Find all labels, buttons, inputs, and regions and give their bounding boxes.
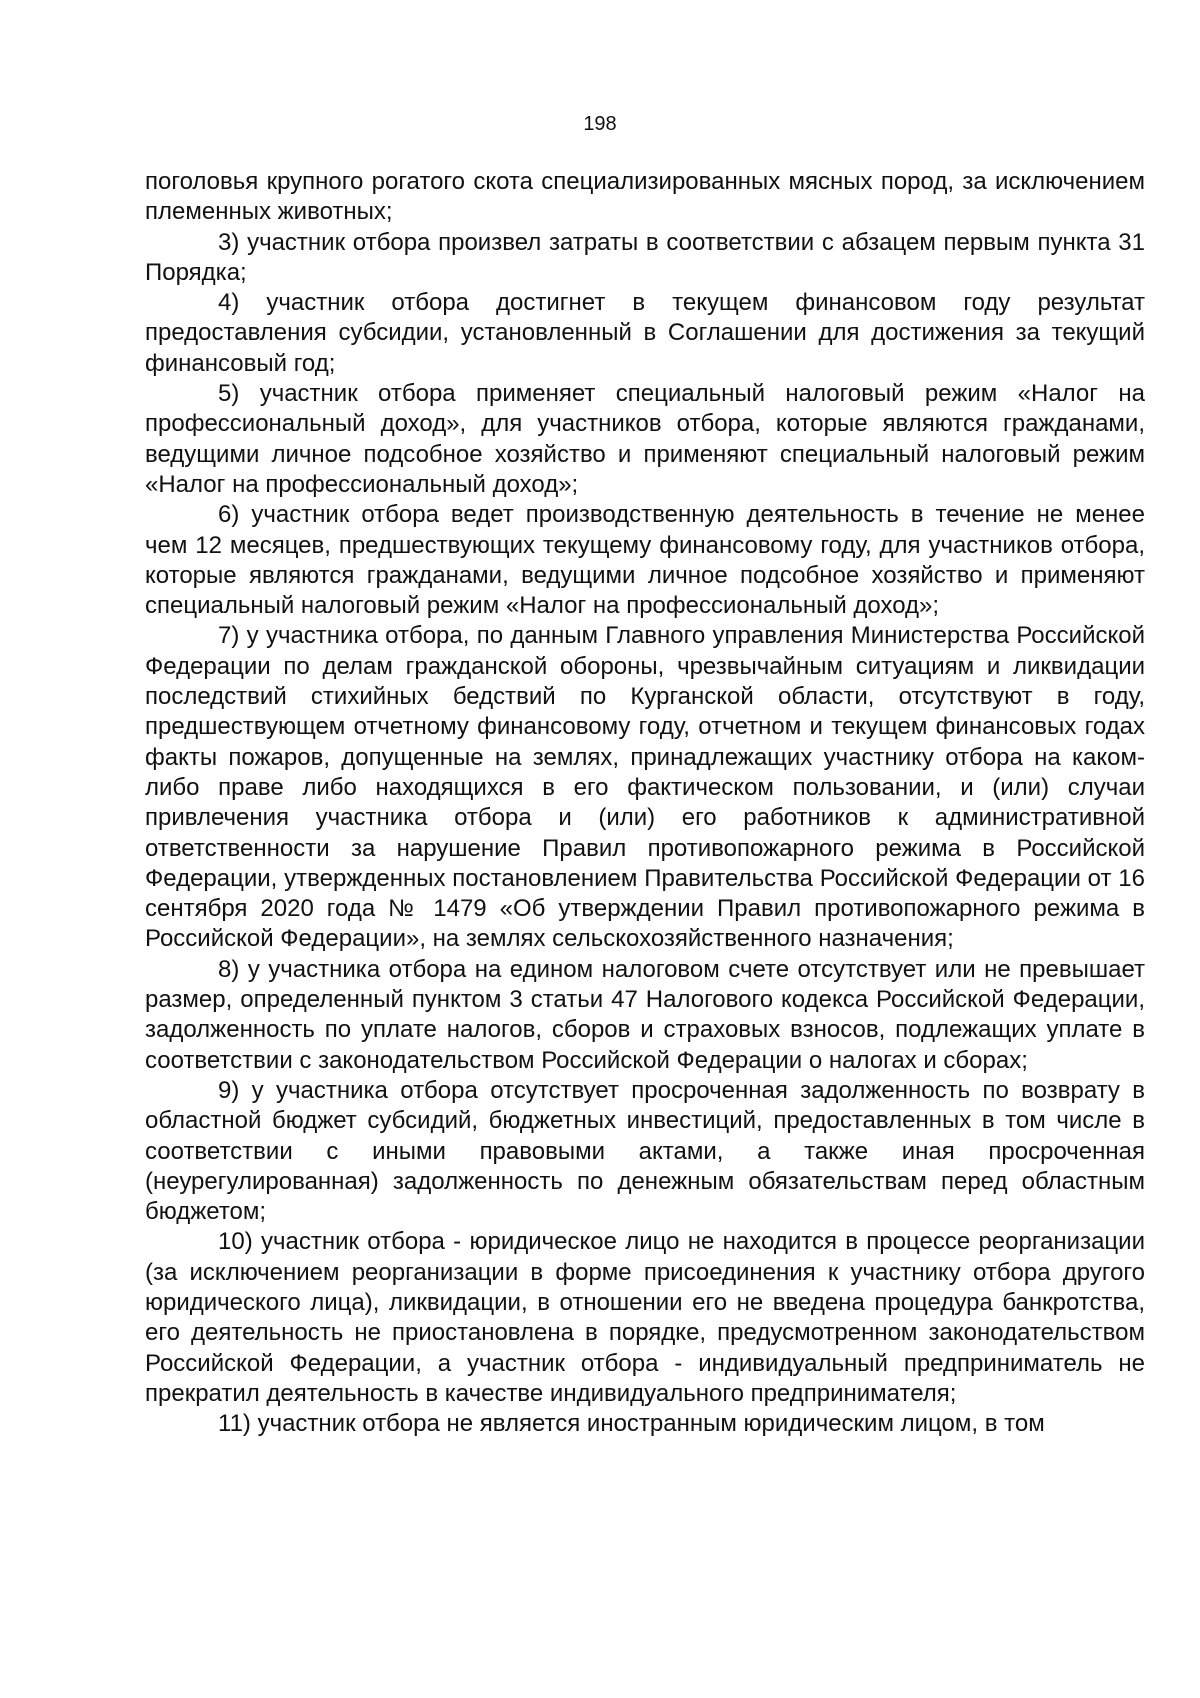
- paragraph-item-3: 3) участник отбора произвел затраты в соответствии с абзацем первым пункта 31 Порядка;: [145, 228, 1145, 286]
- paragraph-item-9: 9) у участника отбора отсутствует просроченная задолженность по возврату в областной бюджет субсидий, бюджетных инвестиций, предоставленных в том числе в соответствии с иными правовыми актами, а также иная просроченная (неурегулированная) задолженность по денежным обязательствам перед областным бюджетом;: [145, 1076, 1145, 1226]
- paragraph-item-10: 10) участник отбора - юридическое лицо не находится в процессе реорганизации (за исключением реорганизации в форме присоединения к участнику отбора другого юридического лица), ликвидации, в отношении его не введена процедура банкротства, его деятельность не приостановлена в порядке, предусмотренном законодательством Российской Федерации, а участник отбора - индивидуальный предприниматель не прекратил деятельность в качестве индивидуального предпринимателя;: [145, 1228, 1145, 1407]
- page-number: 198: [583, 113, 617, 135]
- document-body: [145, 167, 1145, 1439]
- paragraph-item-8: 8) у участника отбора на едином налоговом счете отсутствует или не превышает размер, определенный пунктом 3 статьи 47 Налогового кодекса Российской Федерации, задолженность по уплате налогов, сборов и страховых взносов, подлежащих уплате в соответствии с законодательством Российской Федерации о налогах и сборах;: [145, 955, 1145, 1074]
- paragraph-item-7: 7) у участника отбора, по данным Главного управления Министерства Российской Федерации по делам гражданской обороны, чрезвычайным ситуациям и ликвидации последствий стихийных бедствий по Курганской области, отсутствуют в году, предшествующем отчетному финансовому году, отчетном и текущем финансовых годах факты пожаров, допущенные на землях, принадлежащих участнику отбора на каком-либо праве либо находящихся в его фактическом пользовании, и (или) случаи привлечения участника отбора и (или) его работников к административной ответственности за нарушение Правил противопожарного режима в Российской Федерации, утвержденных постановлением Правительства Российской Федерации от 16 сентября 2020 года № 1479 «Об утверждении Правил противопожарного режима в Российской Федерации», на землях сельскохозяйственного назначения;: [145, 622, 1145, 953]
- paragraph-item-11: 11) участник отбора не является иностранным юридическим лицом, в том: [218, 1410, 1045, 1438]
- paragraph-item-4: 4) участник отбора достигнет в текущем финансовом году результат предоставления субсидии, установленный в Соглашении для достижения за текущий финансовый год;: [145, 289, 1145, 377]
- paragraph-item-5: 5) участник отбора применяет специальный налоговый режим «Налог на профессиональный доход», для участников отбора, которые являются гражданами, ведущими личное подсобное хозяйство и применяют специальный налоговый режим «Налог на профессиональный доход»;: [145, 380, 1145, 498]
- paragraph-item-6: 6) участник отбора ведет производственную деятельность в течение не менее чем 12 месяцев, предшествующих текущему финансовому году, для участников отбора, которые являются гражданами, ведущими личное подсобное хозяйство и применяют специальный налоговый режим «Налог на профессиональный доход»;: [145, 501, 1145, 620]
- paragraph-continuation: поголовья крупного рогатого скота специализированных мясных пород, за исключением племенных животных;: [145, 168, 1145, 226]
